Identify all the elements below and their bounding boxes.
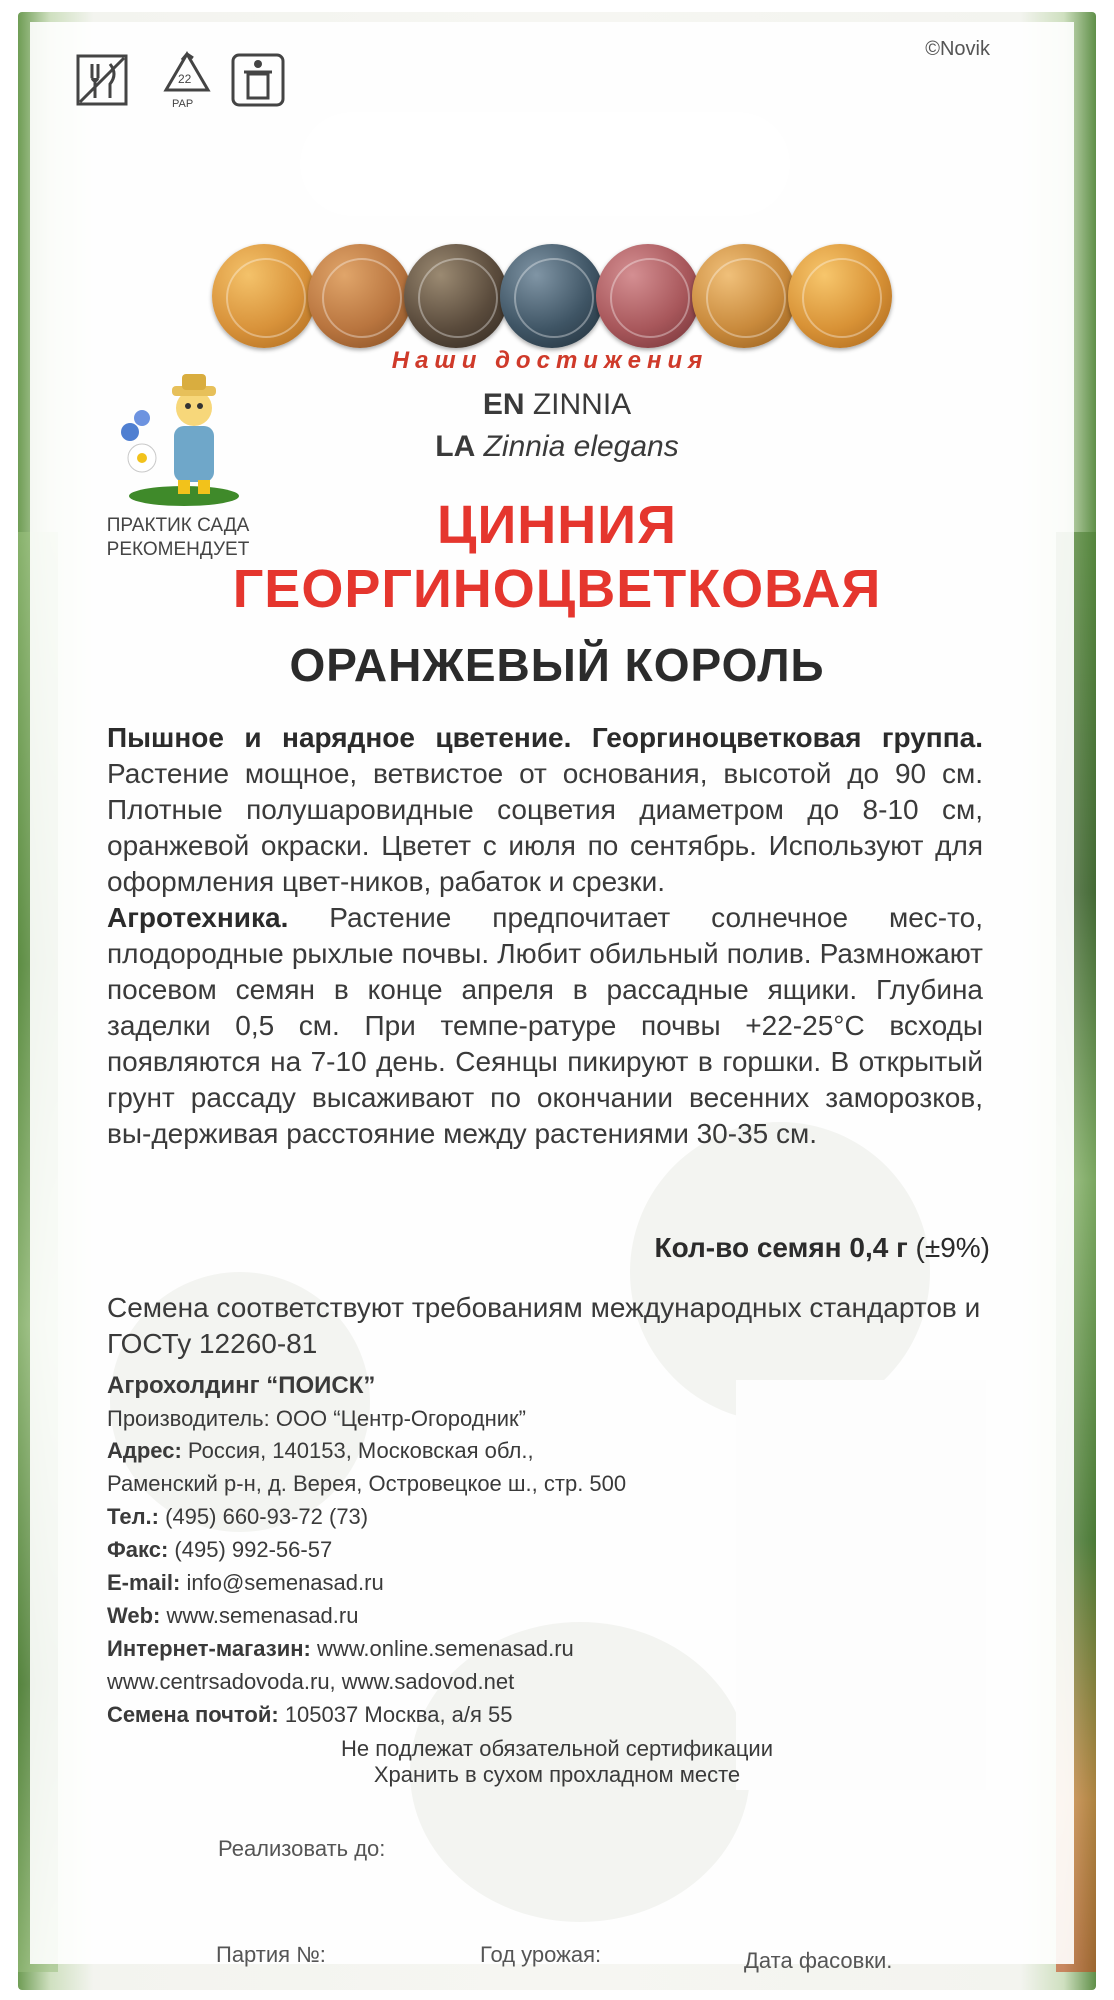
english-name-text: ZINNIA <box>532 388 632 421</box>
website <box>107 1603 358 1629</box>
medal <box>308 244 412 348</box>
description <box>107 720 983 1152</box>
latin-code: LA <box>435 430 476 463</box>
phone <box>107 1504 368 1530</box>
email-value: info@semenasad.ru <box>180 1570 384 1595</box>
seed-tolerance: (±9%) <box>915 1232 990 1263</box>
storage-note: Хранить в сухом прохладном месте <box>373 1762 741 1787</box>
variety-name: ОРАНЖЕВЫЙ КОРОЛЬ <box>289 639 825 691</box>
email <box>107 1570 384 1596</box>
pack-date-field: Дата фасовки. <box>744 1948 893 1973</box>
description-lead: Пышное и нарядное цветение. Георгиноцветковая группа. <box>107 722 983 753</box>
sell-by-field: Реализовать до: <box>218 1836 386 1861</box>
fax <box>107 1537 332 1563</box>
batch-field: Партия №: <box>216 1942 326 1967</box>
not-food-safe-icon <box>74 52 130 108</box>
stamp-area <box>736 1380 986 1790</box>
product-title-line2: ГЕОРГИНОЦВЕТКОВАЯ <box>232 559 882 619</box>
online-shop-value: www.online.semenasad.ru <box>310 1636 574 1661</box>
recycle-code: 22 <box>178 72 192 86</box>
fax-label: Факс: <box>107 1537 169 1562</box>
latin-name-text: Zinnia elegans <box>483 430 679 463</box>
fax-value: (495) 992-56-57 <box>168 1537 333 1562</box>
label-blank <box>300 112 790 216</box>
phone-value: (495) 660-93-72 (73) <box>159 1504 369 1529</box>
product-title-line1: ЦИННИЯ <box>437 495 677 555</box>
seed-quantity <box>655 1232 990 1264</box>
copyright: ©Novik <box>925 38 990 60</box>
mascot-caption-line2: РЕКОМЕНДУЕТ <box>106 539 250 560</box>
achievement-medals <box>212 244 902 352</box>
address <box>107 1438 534 1464</box>
producer: Производитель: ООО “Центр-Огородник” <box>107 1406 527 1431</box>
trash-bin-icon <box>230 52 286 108</box>
english-code: EN <box>482 388 525 421</box>
agro-text: Растение предпочитает солнечное мес-то, плодородные рыхлые почвы. Любит обильный полив. Размножают посевом семян в конце апреля в рассадные ящики. Глубина заделки 0,5 см. При темпе-ратуре почвы +22-25°С всходы появляются на 7-10 день. Сеянцы пикируют в горшки. В открытый грунт рассаду высаживают по окончании весенних заморозков, вы-держивая расстояние между растениями 30-35 см. <box>107 902 983 1149</box>
medal <box>692 244 796 348</box>
medal <box>212 244 316 348</box>
achievements-label: Наши достижения <box>391 347 709 374</box>
standards-note: Семена соответствуют требованиям международных стандартов и ГОСТу 12260-81 <box>107 1292 981 1359</box>
mail-order-label: Семена почтой: <box>107 1702 279 1727</box>
harvest-year-field: Год урожая: <box>480 1942 602 1967</box>
medal <box>500 244 604 348</box>
mascot-caption-line1: ПРАКТИК САДА <box>106 515 250 536</box>
description-text: Растение мощное, ветвистое от основания, высотой до 90 см. Плотные полушаровидные соцветия диаметром до 8-10 см, оранжевой окраски. Цветет с июля по сентябрь. Используют для оформления цвет-ников, рабаток и срезки. <box>107 758 983 897</box>
email-label: E-mail: <box>107 1570 181 1595</box>
address-value: Россия, 140153, Московская обл., <box>181 1438 534 1463</box>
medal <box>404 244 508 348</box>
flower-hint <box>630 1122 930 1422</box>
address-line2: Раменский р-н, д. Верея, Островецкое ш., стр. 500 <box>107 1471 627 1496</box>
online-shop <box>107 1636 574 1662</box>
medal <box>596 244 700 348</box>
agro-label: Агротехника. <box>107 902 289 933</box>
company-name: Агрохолдинг “ПОИСК” <box>107 1372 376 1399</box>
recycle-material: PAP <box>172 98 194 110</box>
medal <box>788 244 892 348</box>
address-label: Адрес: <box>107 1438 182 1463</box>
website-value: www.semenasad.ru <box>160 1603 359 1628</box>
certification-note: Не подлежат обязательной сертификации <box>340 1736 773 1761</box>
seed-quantity-label: Кол-во семян 0,4 г <box>654 1232 908 1263</box>
website-label: Web: <box>107 1603 161 1628</box>
mail-order <box>107 1702 513 1728</box>
gardener-mascot <box>112 368 242 508</box>
online-shop-label: Интернет-магазин: <box>107 1636 311 1661</box>
recycle-icon <box>156 48 218 114</box>
online-shop-line2: www.centrsadovoda.ru, www.sadovod.net <box>107 1669 515 1694</box>
mail-order-value: 105037 Москва, а/я 55 <box>278 1702 513 1727</box>
phone-label: Тел.: <box>107 1504 159 1529</box>
